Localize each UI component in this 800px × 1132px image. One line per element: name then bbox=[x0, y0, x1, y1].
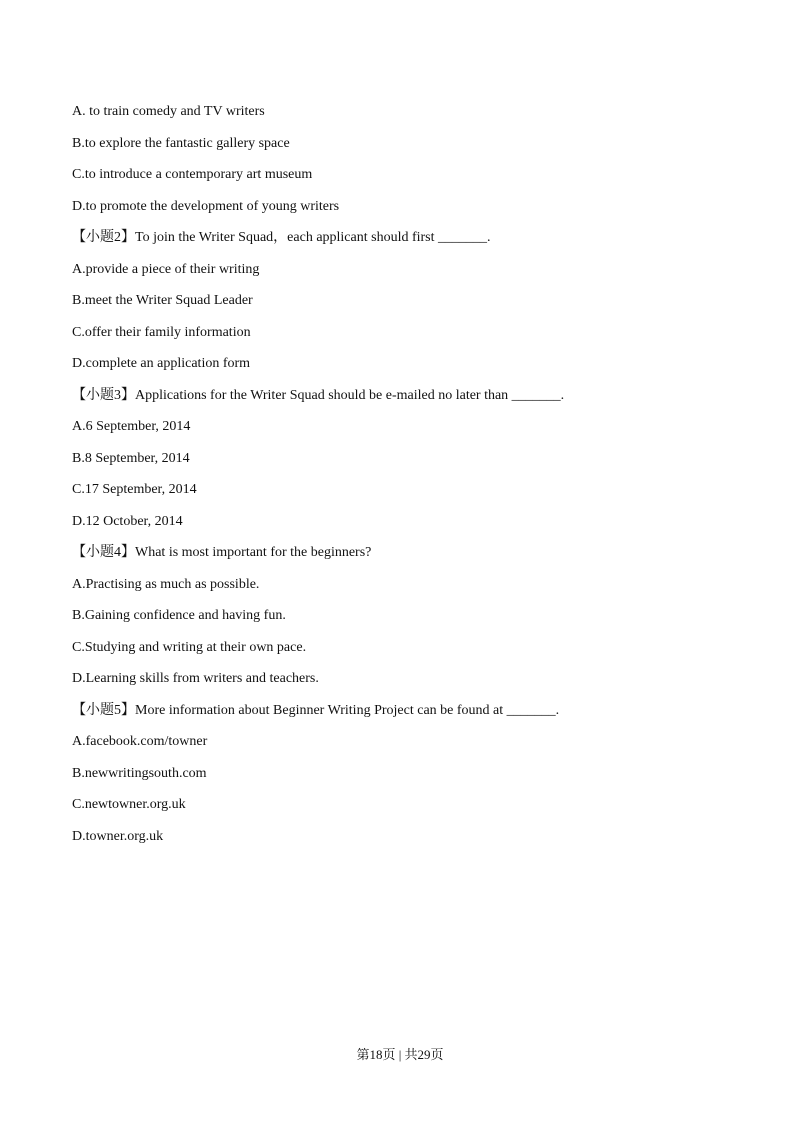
option-line: D.12 October, 2014 bbox=[72, 513, 183, 529]
option-line: C.Studying and writing at their own pace. bbox=[72, 639, 307, 655]
option-line: C.to introduce a contemporary art museum bbox=[72, 167, 313, 182]
option-line: D.complete an application form bbox=[72, 356, 251, 371]
question-line: 【小题4】What is most important for the beginners? bbox=[72, 545, 372, 560]
option-line: D.to promote the development of young writers bbox=[72, 198, 340, 214]
page-number-footer: 第18页 | 共29页 bbox=[356, 1047, 444, 1062]
option-line: B.meet the Writer Squad Leader bbox=[72, 293, 253, 308]
option-line: B.to explore the fantastic gallery space bbox=[72, 135, 290, 151]
option-line: B.8 September, 2014 bbox=[72, 450, 190, 466]
question-line: 【小题3】Applications for the Writer Squad should be e-mailed no later than _______. bbox=[72, 387, 565, 403]
option-line: A.provide a piece of their writing bbox=[72, 261, 260, 277]
option-line: A.facebook.com/towner bbox=[72, 734, 208, 749]
option-line: C.newtowner.org.uk bbox=[72, 797, 186, 812]
option-line: D.towner.org.uk bbox=[72, 828, 164, 844]
question-line: 【小题2】To join the Writer Squad，each applicant should first _______. bbox=[72, 230, 491, 245]
question-block bbox=[72, 101, 732, 857]
option-line: C.17 September, 2014 bbox=[72, 482, 197, 497]
option-line: D.Learning skills from writers and teachers. bbox=[72, 671, 319, 686]
option-line: C.offer their family information bbox=[72, 324, 251, 340]
option-line: B.newwritingsouth.com bbox=[72, 765, 207, 781]
question-line: 【小题5】More information about Beginner Writing Project can be found at _______. bbox=[72, 702, 560, 718]
option-line: B.Gaining confidence and having fun. bbox=[72, 608, 286, 623]
option-line: A. to train comedy and TV writers bbox=[72, 104, 265, 119]
option-line: A.Practising as much as possible. bbox=[72, 576, 260, 592]
option-line: A.6 September, 2014 bbox=[72, 419, 191, 434]
